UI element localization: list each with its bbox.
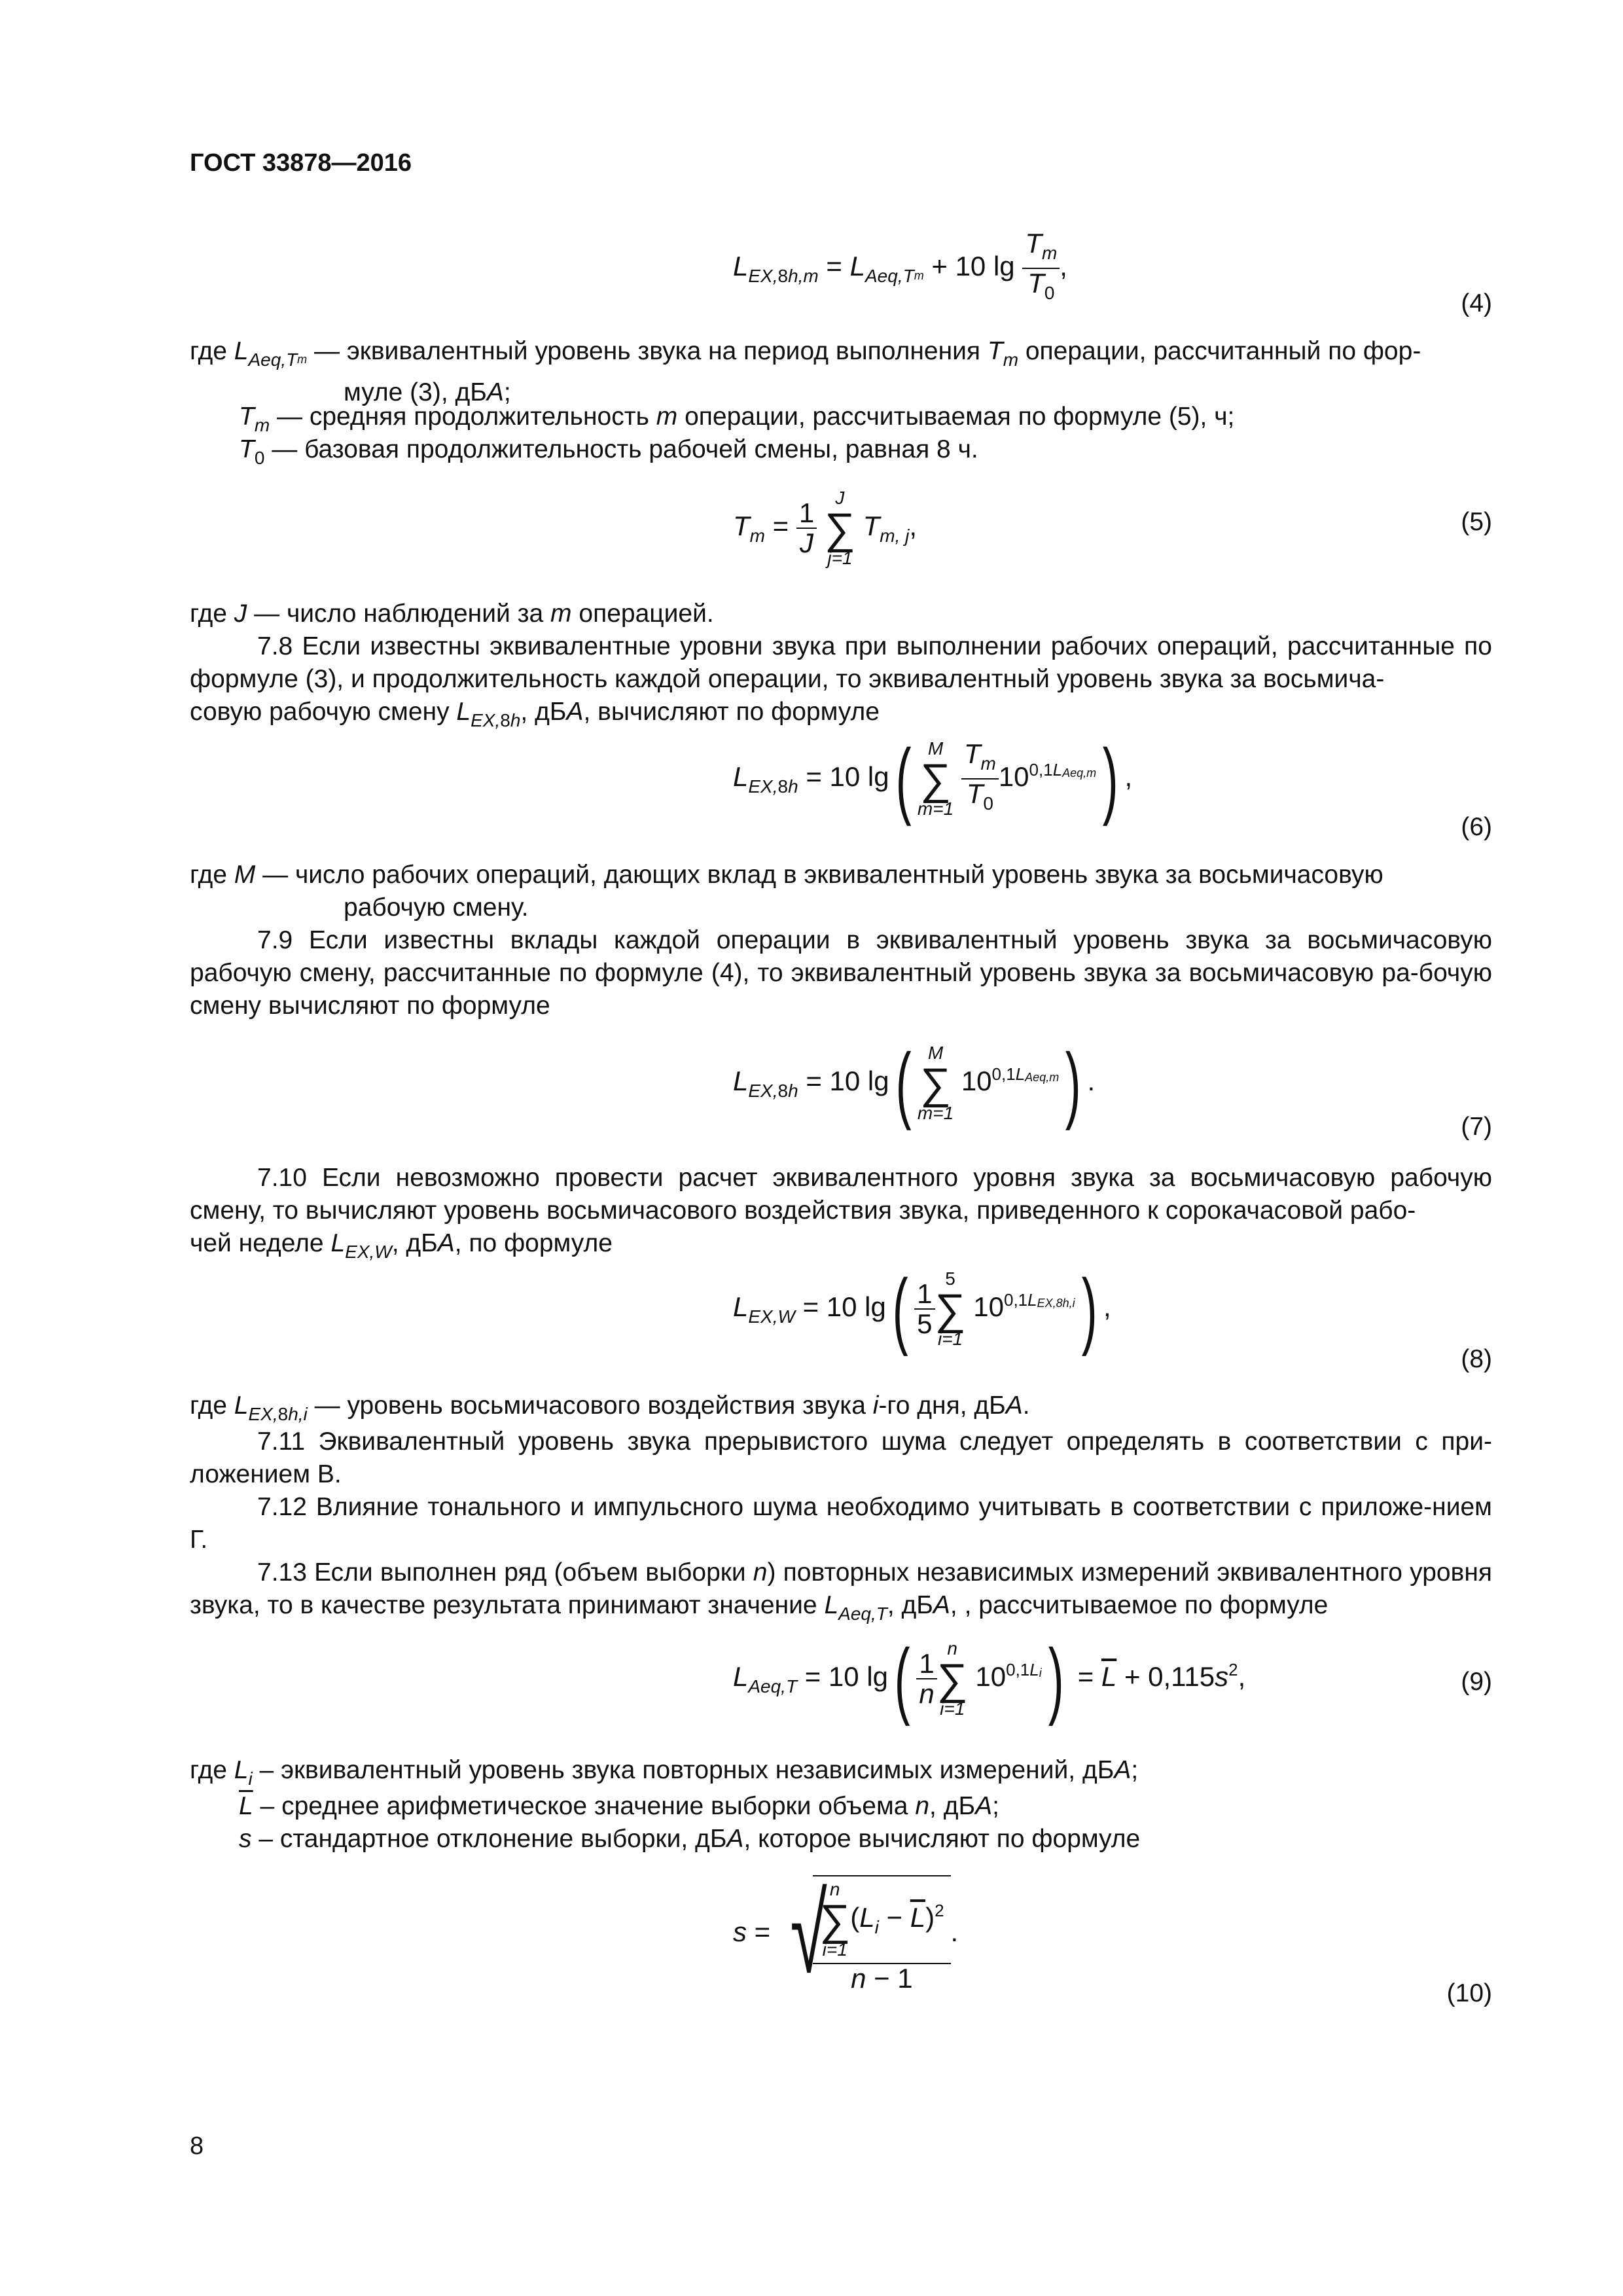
definition-text: – стандартное отклонение выборки, дБ	[259, 1825, 727, 1853]
where-word: где	[190, 1391, 227, 1420]
paragraph-text: , рассчитываемое по формуле	[964, 1591, 1329, 1619]
definition-Tm: $T_m$ — средняя продолжительность m операции, рассчитываемая по формуле (5), ч;	[239, 403, 1235, 435]
paragraph-7-10-cont: чей неделе $L_{EX,W}$, дБА, по формуле	[190, 1229, 613, 1262]
definition-Li: где $L_i$ – эквивалентный уровень звука повторных независимых измерений, дБА;	[190, 1756, 1139, 1789]
paragraph-text: , по формуле	[454, 1229, 613, 1257]
definition-text: , которое вычисляют по формуле	[743, 1825, 1141, 1853]
definition-s: s – стандартное отклонение выборки, дБА, которое вычисляют по формуле	[239, 1825, 1141, 1853]
definition-text: операции, рассчитываемая по формуле (5), ч;	[685, 403, 1235, 431]
paragraph-text: 7.9 Если известны вклады каждой операции в эквивалентный уровень звука за восьмичасовую рабочую смену, рассчитанные по формуле (4), то эквивалентный уровень звука за восьмичасовую ра-бочую смену вычисляют по формуле	[190, 926, 1492, 1020]
equation-number-7: (7)	[1461, 1113, 1492, 1141]
where-word: где	[190, 861, 227, 889]
definition-text: муле (3), дБ	[344, 378, 487, 406]
paragraph-7-12	[190, 1491, 1492, 1556]
where-word: где	[190, 600, 227, 628]
paragraph-text: совую рабочую смену	[190, 698, 450, 726]
paragraph-7-8	[190, 630, 1492, 696]
definition-text: операции, рассчитанный по фор-	[1025, 337, 1421, 365]
definition-LAeqTm: где $L_{Aeq,T}m$ — эквивалентный уровень звука на период выполнения $T_m$ операции, рассчитанный по фор- муле (3), дБА;	[190, 337, 1421, 406]
paragraph-text: , дБ	[520, 698, 567, 726]
definition-text: — число рабочих операций, дающих вклад в эквивалентный уровень звука за восьмичасовую	[262, 861, 1383, 889]
paragraph-text: , вычисляют по формуле	[583, 698, 880, 726]
paragraph-7-9	[190, 924, 1492, 1022]
paragraph-text: 7.12 Влияние тонального и импульсного шума необходимо учитывать в соответствии с приложе-нием Г.	[190, 1493, 1492, 1554]
equation-number-4: (4)	[1461, 289, 1492, 317]
definition-text: -го дня, дБ	[878, 1391, 1006, 1420]
equation-number-6: (6)	[1461, 813, 1492, 841]
equation-number-5: (5)	[1461, 508, 1492, 536]
paragraph-7-11	[190, 1426, 1492, 1491]
paragraph-text: 7.13 Если выполнен ряд (объем выборки	[257, 1558, 746, 1587]
equation-7: $L_{EX,8h} = 10$ lg( M ∑ m=1 $10^{0,1LAeq,m}$) .	[733, 1035, 1096, 1131]
page-number: 8	[190, 2132, 204, 2160]
paragraph-text: ) повторных независимых измерений эквивалентного уровня звука, то в качестве результата принимают значение	[190, 1558, 1492, 1619]
equation-9: $L_{Aeq,T} = 10$ lg( $\frac{1}{n}$ n ∑ i=1 $10^{0,1Li}) = \overline{L} + 0,115s^2$,	[733, 1631, 1246, 1727]
definition-T0: $T_0$ — базовая продолжительность рабочей смены, равная 8 ч.	[239, 435, 978, 468]
equation-8: $L_{EX,W} = 10$ lg( $\frac{1}{5}$ 5 ∑ i=1 $10^{0,1LEX,8h,i}$) ,	[733, 1261, 1111, 1357]
paragraph-text: 7.11 Эквивалентный уровень звука прерывистого шума следует определять в соответствии с при-ложением В.	[190, 1427, 1492, 1488]
equation-10: s = √ n ∑ i=1 $(L_i - \overline{L})^2$ n − 1 .	[733, 1872, 959, 1996]
definition-text: – эквивалентный уровень звука повторных независимых измерений, дБ	[259, 1756, 1115, 1784]
where-word: где	[190, 337, 227, 365]
equation-number-10: (10)	[1446, 1979, 1492, 2007]
where-word: где	[190, 1756, 227, 1784]
paragraph-7-8-cont: совую рабочую смену $L_{EX,8h}$, дБА, вычисляют по формуле	[190, 698, 880, 730]
equation-number-9: (9)	[1461, 1668, 1492, 1696]
definition-text: — базовая продолжительность рабочей смены, равная 8 ч.	[272, 435, 978, 463]
definition-text: рабочую смену.	[344, 893, 529, 922]
paragraph-7-13: 7.13 Если выполнен ряд (объем выборки n) повторных независимых измерений эквивалентного уровня звука, то в качестве результата принимают значение $L_{Aeq,T}$, дБА, , рассчитываемое по формуле	[190, 1558, 1492, 1624]
paragraph-7-10	[190, 1162, 1492, 1227]
definition-text: – среднее арифметическое значение выборки объема	[260, 1792, 908, 1820]
definition-text: — эквивалентный уровень звука на период выполнения	[314, 337, 981, 365]
document-header: ГОСТ 33878—2016	[190, 149, 412, 177]
equation-4: $L_{EX,8h,m} = L_{Aeq,T}m + 10$ lg $\frac{T_m}{T_0}$ ,	[733, 228, 1067, 303]
definition-Lmean: $\overline{L}$ – среднее арифметическое значение выборки объема n, дБА;	[239, 1792, 999, 1820]
equation-number-8: (8)	[1461, 1345, 1492, 1373]
definition-text: — число наблюдений за	[254, 600, 544, 628]
definition-text: — уровень восьмичасового воздействия звука	[314, 1391, 866, 1420]
paragraph-text: 7.8 Если известны эквивалентные уровни звука при выполнении рабочих операций, рассчитанные по формуле (3), и продолжительность каждой операции, то эквивалентный уровень звука за восьмича-	[190, 632, 1492, 693]
definition-M: где M — число рабочих операций, дающих вклад в эквивалентный уровень звука за восьмичасовую рабочую смену.	[190, 861, 1383, 922]
paragraph-text: чей неделе	[190, 1229, 324, 1257]
equation-5: $T_m$ = $\frac{1}{J}$ J ∑ j=1 $T_{m, j}$,	[733, 488, 918, 568]
paragraph-text: 7.10 Если невозможно провести расчет эквивалентного уровня звука за восьмичасовую рабочую смену, то вычисляют уровень восьмичасового воздействия звука, приведенного к сорокачасовой рабо-	[190, 1164, 1492, 1225]
equation-6: $L_{EX,8h} = 10$ lg( M ∑ m=1 $\frac{T_m}{T_0}$ $10^{0,1LAeq,m}$) ,	[733, 731, 1133, 827]
definition-J: где J — число наблюдений за m операцией.	[190, 600, 714, 628]
definition-text: операцией.	[579, 600, 714, 628]
definition-text: — средняя продолжительность	[277, 403, 649, 431]
definition-LEX8hi: где $L_{EX,8h,i}$ — уровень восьмичасового воздействия звука i-го дня, дБА.	[190, 1391, 1030, 1424]
